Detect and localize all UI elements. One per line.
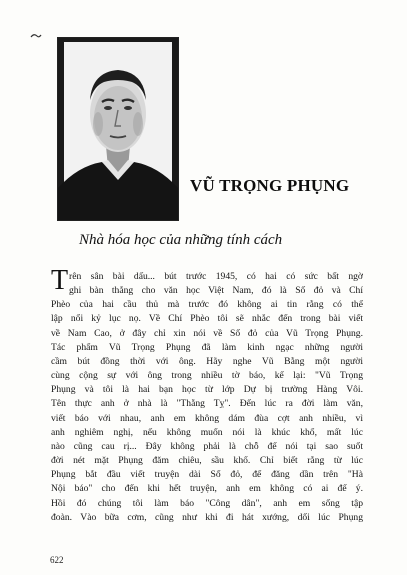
text-line: rên sân bài dấu... bút trước 1945, có hai có sức bất ngờ [69,271,363,282]
text-line: Phèo của hai cầu thủ mà trước đó không ai tin rằng có thể [51,299,363,311]
chapter-subtitle: Nhà hóa học của những tính cách [79,232,283,248]
body-text [51,265,363,525]
text-line: ghi bàn thắng cho văn học Việt Nam, đó là Số đỏ và Chí [69,285,363,297]
drop-cap: T [51,265,69,296]
text-line: viết báo với nhau, anh em không dám đùa cợt anh nhiều, vì [51,412,363,424]
text-line: Tác phẩm Vũ Trọng Phụng đã làm kinh ngạc những người [51,341,363,353]
text-line: Nội báo" cho đến khi hết truyện, anh em không có ai để ý. [51,483,363,495]
text-line: nào cũng cau rị... Đây không phải là chỗ để nói tại sao suốt [51,440,363,452]
text-line: về Nam Cao, ở đây chỉ xin nói về Số đỏ của Vũ Trọng Phụng. [51,327,363,339]
corner-mark-icon [30,32,42,40]
text-line: Tên thực anh ở nhà là "Thằng Tỵ". Đến lúc ra đời làm văn, [51,398,363,410]
text-line: Hồi đó chúng tôi làm báo "Công dân", anh em sống tập [51,497,363,509]
page-number: 622 [50,555,64,565]
text-line: lập nổi kỷ lục nọ. Về Chí Phèo tôi sẽ nhắc đến trong bài viết [51,313,363,325]
text-line: đoàn. Vào bữa cơm, cũng như khi đi hát xướng, dối lúc Phụng [51,511,363,523]
portrait-illustration [58,38,178,220]
author-name-heading: VŨ TRỌNG PHỤNG [190,176,350,195]
text-line: anh nghiêm nghị, nếu không muốn nói là khúc khổ, mất lúc [51,426,363,438]
text-line: đời nét mặt Phụng đăm chiêu, sầu khổ. Chỉ biết rằng từ lúc [51,455,363,467]
text-line: Phụng bắt đầu viết truyện dài Số đỏ, để đăng dần trên "Hà [51,469,363,481]
text-line: cầm bút đồng thời với ông. Hãy nghe Vũ Bằng một người [51,355,363,367]
text-line: cùng cộng sự với ông trong nhiều tờ báo, kể lại: "Vũ Trọng [51,370,363,382]
author-portrait [57,37,179,221]
text-line: Phụng và tôi là hai bạn học từ lớp Dự bị trường Hàng Vôi. [51,384,363,396]
